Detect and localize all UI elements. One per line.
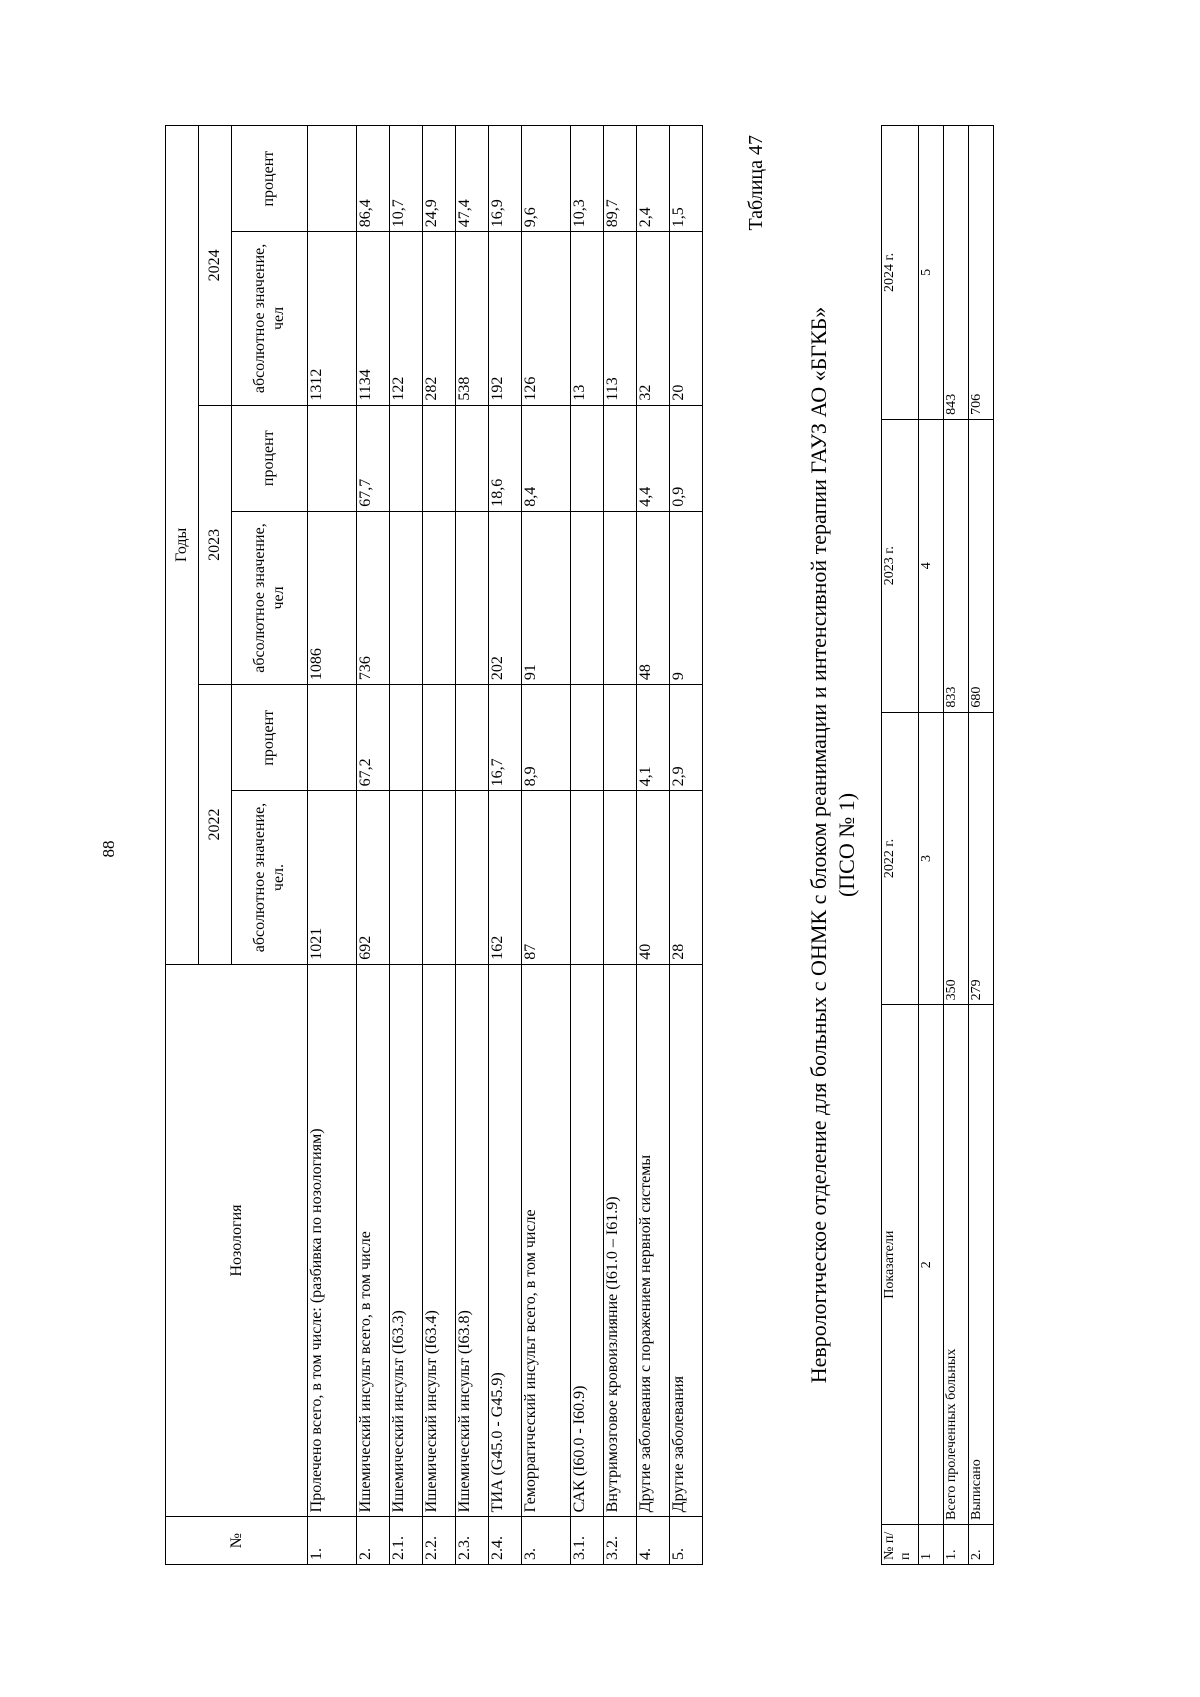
header-nozology: Нозология bbox=[166, 964, 308, 1517]
value-pct-2023 bbox=[456, 405, 489, 511]
value-pct-2022 bbox=[604, 685, 637, 791]
row-num: 5. bbox=[670, 1517, 703, 1565]
value-abs-2023: 48 bbox=[637, 511, 670, 684]
value-pct-2023: 67,7 bbox=[357, 405, 390, 511]
value-pct-2022 bbox=[456, 685, 489, 791]
header-2022: 2022 г. bbox=[882, 712, 919, 1005]
value-abs-2022: 1021 bbox=[308, 791, 357, 964]
row-name: Другие заболевания bbox=[670, 964, 703, 1517]
value-abs-2024: 20 bbox=[670, 232, 703, 405]
value-pct-2023 bbox=[308, 405, 357, 511]
value-abs-2023: 202 bbox=[489, 511, 522, 684]
value-pct-2024: 24,9 bbox=[423, 126, 456, 232]
row-num: 3.1. bbox=[571, 1517, 604, 1565]
header-pct-2023: процент bbox=[232, 405, 308, 511]
value-pct-2023: 18,6 bbox=[489, 405, 522, 511]
value-pct-2022: 67,2 bbox=[357, 685, 390, 791]
value-abs-2022: 87 bbox=[522, 791, 571, 964]
value-pct-2024: 10,7 bbox=[390, 126, 423, 232]
col-number: 1 bbox=[919, 1525, 944, 1565]
value-abs-2022 bbox=[571, 791, 604, 964]
table-row bbox=[456, 126, 489, 1565]
value-abs-2024: 126 bbox=[522, 232, 571, 405]
value-abs-2023: 1086 bbox=[308, 511, 357, 684]
header-num: № п/п bbox=[882, 1525, 919, 1565]
row-name: ТИА (G45.0 - G45.9) bbox=[489, 964, 522, 1517]
value-pct-2024: 86,4 bbox=[357, 126, 390, 232]
value-abs-2023: 736 bbox=[357, 511, 390, 684]
header-abs-2022: абсолютное значение, чел. bbox=[232, 791, 308, 964]
value-2023: 680 bbox=[969, 419, 994, 712]
page-number: 88 bbox=[99, 840, 118, 858]
row-name: Пролечено всего, в том числе: (разбивка по нозологиям) bbox=[308, 964, 357, 1517]
value-pct-2023: 8,4 bbox=[522, 405, 571, 511]
value-abs-2023 bbox=[390, 511, 423, 684]
row-num: 2.2. bbox=[423, 1517, 456, 1565]
row-name: Ишемический инсульт всего, в том числе bbox=[357, 964, 390, 1517]
row-num: 2.3. bbox=[456, 1517, 489, 1565]
value-pct-2023 bbox=[390, 405, 423, 511]
col-number: 3 bbox=[919, 712, 944, 1005]
row-name: Ишемический инсульт (I63.3) bbox=[390, 964, 423, 1517]
value-pct-2024: 47,4 bbox=[456, 126, 489, 232]
value-pct-2022 bbox=[308, 685, 357, 791]
header-year-2023: 2023 bbox=[199, 405, 232, 685]
row-name: Ишемический инсульт (I63.4) bbox=[423, 964, 456, 1517]
table-row bbox=[944, 126, 969, 1565]
value-abs-2023 bbox=[423, 511, 456, 684]
table-title-line1: Неврологическое отделение для больных с ОНМК с блоком реанимации и интенсивной терапии ГАУЗ АО «БГКБ» bbox=[806, 306, 831, 1384]
value-abs-2023: 9 bbox=[670, 511, 703, 684]
header-years: Годы bbox=[166, 126, 199, 965]
value-abs-2024: 538 bbox=[456, 232, 489, 405]
header-2023: 2023 г. bbox=[882, 419, 919, 712]
value-pct-2024: 10,3 bbox=[571, 126, 604, 232]
value-pct-2024: 16,9 bbox=[489, 126, 522, 232]
col-number: 5 bbox=[919, 126, 944, 420]
table-row bbox=[637, 126, 670, 1565]
value-pct-2022: 4,1 bbox=[637, 685, 670, 791]
value-2024: 706 bbox=[969, 126, 994, 420]
value-abs-2022 bbox=[390, 791, 423, 964]
value-pct-2024: 2,4 bbox=[637, 126, 670, 232]
nozology-table bbox=[165, 125, 703, 1565]
row-name: Ишемический инсульт (I63.8) bbox=[456, 964, 489, 1517]
row-num: 2.1. bbox=[390, 1517, 423, 1565]
value-pct-2022 bbox=[390, 685, 423, 791]
row-name: Внутримозговое кровоизлияние (I61.0 – I61.9) bbox=[604, 964, 637, 1517]
header-indicator: Показатели bbox=[882, 1005, 919, 1525]
table-row bbox=[308, 126, 357, 1565]
value-pct-2023 bbox=[423, 405, 456, 511]
header-num: № bbox=[166, 1517, 308, 1565]
value-abs-2023 bbox=[604, 511, 637, 684]
header-abs-2023: абсолютное значение, чел bbox=[232, 511, 308, 684]
row-num: 4. bbox=[637, 1517, 670, 1565]
value-abs-2024: 13 bbox=[571, 232, 604, 405]
value-pct-2023 bbox=[571, 405, 604, 511]
header-pct-2024: процент bbox=[232, 126, 308, 232]
value-abs-2023: 91 bbox=[522, 511, 571, 684]
value-pct-2022 bbox=[423, 685, 456, 791]
row-num: 1. bbox=[308, 1517, 357, 1565]
table-row bbox=[489, 126, 522, 1565]
value-pct-2024: 89,7 bbox=[604, 126, 637, 232]
value-pct-2022: 2,9 bbox=[670, 685, 703, 791]
value-abs-2022 bbox=[604, 791, 637, 964]
department-table bbox=[881, 125, 994, 1565]
value-abs-2022: 40 bbox=[637, 791, 670, 964]
table-row bbox=[390, 126, 423, 1565]
value-pct-2023 bbox=[604, 405, 637, 511]
row-num: 2. bbox=[969, 1525, 994, 1565]
col-number: 4 bbox=[919, 419, 944, 712]
value-abs-2023 bbox=[456, 511, 489, 684]
row-num: 2. bbox=[357, 1517, 390, 1565]
table-row bbox=[604, 126, 637, 1565]
table-row bbox=[670, 126, 703, 1565]
row-name: Выписано bbox=[969, 1005, 994, 1525]
value-pct-2023: 4,4 bbox=[637, 405, 670, 511]
value-abs-2024: 122 bbox=[390, 232, 423, 405]
row-name: Другие заболевания с поражением нервной системы bbox=[637, 964, 670, 1517]
row-name: Всего пролеченных больных bbox=[944, 1005, 969, 1525]
value-pct-2022: 8,9 bbox=[522, 685, 571, 791]
header-2024: 2024 г. bbox=[882, 126, 919, 420]
value-abs-2024: 113 bbox=[604, 232, 637, 405]
row-num: 2.4. bbox=[489, 1517, 522, 1565]
rotated-page-content bbox=[165, 125, 1200, 1565]
header-year-2024: 2024 bbox=[199, 126, 232, 406]
value-pct-2022 bbox=[571, 685, 604, 791]
table-label: Таблица 47 bbox=[745, 135, 767, 231]
table-row bbox=[357, 126, 390, 1565]
value-abs-2023 bbox=[571, 511, 604, 684]
row-num: 3. bbox=[522, 1517, 571, 1565]
value-abs-2022: 162 bbox=[489, 791, 522, 964]
value-abs-2022: 28 bbox=[670, 791, 703, 964]
value-abs-2024: 1312 bbox=[308, 232, 357, 405]
table-title bbox=[805, 125, 860, 1565]
value-abs-2024: 282 bbox=[423, 232, 456, 405]
value-abs-2024: 1134 bbox=[357, 232, 390, 405]
col-number: 2 bbox=[919, 1005, 944, 1525]
row-num: 1. bbox=[944, 1525, 969, 1565]
value-2022: 279 bbox=[969, 712, 994, 1005]
table-row bbox=[522, 126, 571, 1565]
value-abs-2022 bbox=[456, 791, 489, 964]
value-pct-2024: 1,5 bbox=[670, 126, 703, 232]
table-title-line2: (ПСО № 1) bbox=[833, 792, 859, 898]
value-abs-2022: 692 bbox=[357, 791, 390, 964]
value-pct-2024 bbox=[308, 126, 357, 232]
value-abs-2024: 32 bbox=[637, 232, 670, 405]
header-pct-2022: процент bbox=[232, 685, 308, 791]
value-pct-2023: 0,9 bbox=[670, 405, 703, 511]
header-year-2022: 2022 bbox=[199, 685, 232, 965]
value-2022: 350 bbox=[944, 712, 969, 1005]
header-abs-2024: абсолютное значение, чел bbox=[232, 232, 308, 405]
value-abs-2022 bbox=[423, 791, 456, 964]
table-row bbox=[969, 126, 994, 1565]
row-name: Геморрагический инсульт всего, в том числе bbox=[522, 964, 571, 1517]
table-row bbox=[423, 126, 456, 1565]
value-2023: 833 bbox=[944, 419, 969, 712]
value-pct-2022: 16,7 bbox=[489, 685, 522, 791]
value-pct-2024: 9,6 bbox=[522, 126, 571, 232]
value-2024: 843 bbox=[944, 126, 969, 420]
value-abs-2024: 192 bbox=[489, 232, 522, 405]
row-num: 3.2. bbox=[604, 1517, 637, 1565]
table-row bbox=[571, 126, 604, 1565]
row-name: САК (I60.0 - I60.9) bbox=[571, 964, 604, 1517]
